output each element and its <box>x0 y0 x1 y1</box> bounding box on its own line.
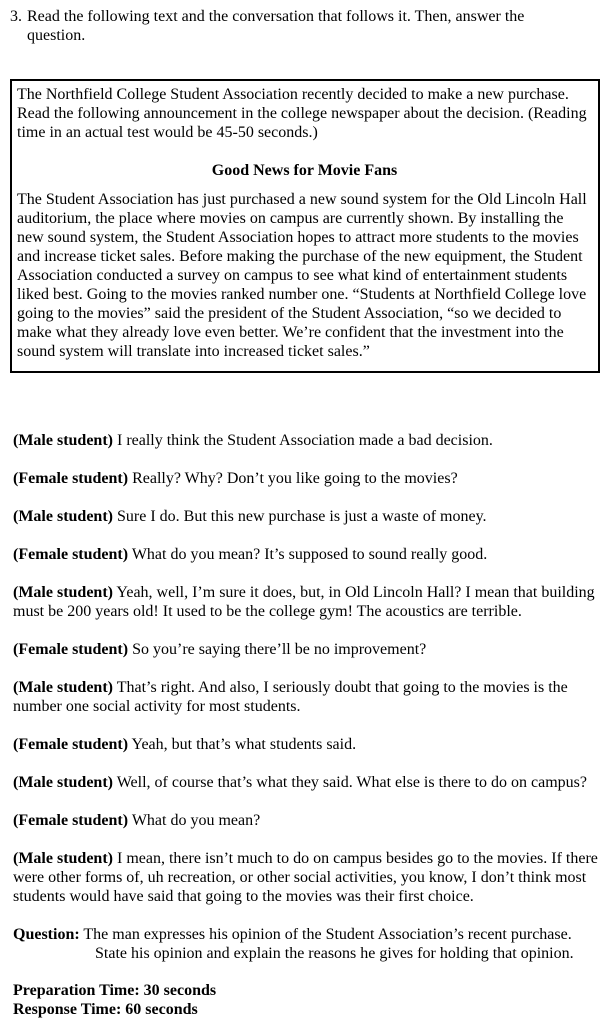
speaker-text: Sure I do. But this new purchase is just a waste of money. <box>116 508 487 525</box>
question-text-line2: State his opinion and explain the reasons he gives for holding that opinion. <box>95 945 574 962</box>
speaker-label: (Male student) <box>13 850 113 867</box>
item-number: 3. <box>10 8 22 25</box>
announcement-title: Good News for Movie Fans <box>211 162 398 179</box>
conversation-turn <box>13 849 598 906</box>
speaker-label: (Female student) <box>13 470 129 487</box>
item-instructions: Read the following text and the conversation that follows it. Then, answer the question. <box>27 8 525 44</box>
conversation-turn <box>13 811 598 830</box>
question-item-header <box>10 7 550 45</box>
speaker-label: (Male student) <box>13 432 113 449</box>
conversation-turn <box>13 678 598 716</box>
question-label: Question: <box>13 926 80 943</box>
conversation-turn <box>13 545 598 564</box>
speaker-text: Well, of course that’s what they said. What else is there to do on campus? <box>116 774 587 791</box>
reading-passage-box <box>10 79 600 373</box>
announcement-body: The Student Association has just purchased a new sound system for the Old Lincoln Hall auditorium, the place where movies on campus are currently shown. By installing the new sound system, the Student Association hopes to attract more students to the movies and increase ticket sales. Before making the purchase of the new equipment, the Student Association conducted a survey on campus to see what kind of entertainment students liked best. Going to the movies ranked number one. “Students at Northfield College love going to the movies” said the president of the Student Association, “so we decided to make what they already love even better. We’re confident that the investment into the sound system will translate into increased ticket sales.” <box>17 191 587 360</box>
speaker-text: Really? Why? Don’t you like going to the movies? <box>132 470 458 487</box>
question-line-2 <box>95 944 598 963</box>
preparation-time: Preparation Time: 30 seconds <box>13 982 217 999</box>
reading-intro: The Northfield College Student Association recently decided to make a new purchase. Read the following announcement in the college newspaper about the decision. (Reading time in an actual test would be 45-50 seconds.) <box>17 86 587 141</box>
speaker-text: Yeah, but that’s what students said. <box>131 736 357 753</box>
speaker-label: (Female student) <box>13 812 129 829</box>
speaker-label: (Female student) <box>13 641 129 658</box>
speaker-text: What do you mean? It’s supposed to sound really good. <box>131 546 488 563</box>
conversation-transcript <box>13 431 598 906</box>
speaker-label: (Male student) <box>13 508 113 525</box>
conversation-turn <box>13 583 598 621</box>
question-text-line1: The man expresses his opinion of the Student Association’s recent purchase. <box>83 926 572 943</box>
speaker-text: So you’re saying there’ll be no improvement? <box>132 641 427 658</box>
speaker-label: (Male student) <box>13 584 113 601</box>
question-line-1 <box>13 925 598 944</box>
speaker-label: (Female student) <box>13 736 129 753</box>
speaker-text: I really think the Student Association made a bad decision. <box>116 432 493 449</box>
question-block <box>13 925 598 963</box>
timing-block <box>13 981 598 1019</box>
speaker-text: What do you mean? <box>131 812 261 829</box>
conversation-turn <box>13 640 598 659</box>
conversation-turn <box>13 735 598 754</box>
speaker-text: I mean, there isn’t much to do on campus besides go to the movies. If there were other forms of, uh recreation, or other social activities, you know, I don’t think most students would have said that going to the movies was their first choice. <box>13 850 598 905</box>
conversation-turn <box>13 773 598 792</box>
speaker-label: (Male student) <box>13 679 113 696</box>
conversation-turn <box>13 431 598 450</box>
speaker-text: That’s right. And also, I seriously doubt that going to the movies is the number one social activity for most students. <box>13 679 568 715</box>
conversation-turn <box>13 469 598 488</box>
response-time: Response Time: 60 seconds <box>13 1001 198 1018</box>
speaker-text: Yeah, well, I’m sure it does, but, in Old Lincoln Hall? I mean that building must be 200 years old! It used to be the college gym! The acoustics are terrible. <box>13 584 595 620</box>
conversation-turn <box>13 507 598 526</box>
speaker-label: (Female student) <box>13 546 129 563</box>
speaker-label: (Male student) <box>13 774 113 791</box>
